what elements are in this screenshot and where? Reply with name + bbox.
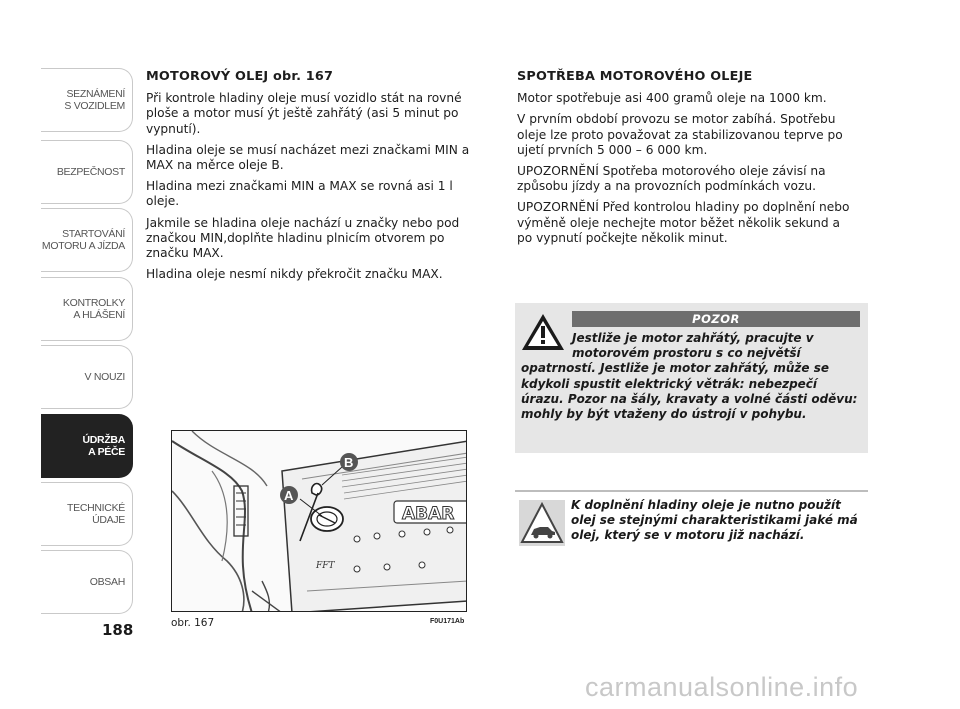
tab-getting-to-know[interactable]: SEZNÁMENÍ S VOZIDLEM xyxy=(41,68,133,132)
warning-box xyxy=(515,303,868,453)
paragraph: Hladina mezi značkami MIN a MAX se rovná asi 1 l oleje. xyxy=(146,179,453,209)
figure-caption: obr. 167 xyxy=(171,617,215,629)
section-heading-oil-consumption: SPOTŘEBA MOTOROVÉHO OLEJE xyxy=(517,69,753,84)
paragraph: Jakmile se hladina oleje nachází u značky nebo pod značkou MIN,doplňte hladinu plnicím otvorem po značku MAX. xyxy=(146,215,460,261)
paragraph: Hladina oleje nesmí nikdy překročit značku MAX. xyxy=(146,267,443,282)
engine-bay-drawing xyxy=(172,431,467,612)
divider xyxy=(515,490,868,492)
warning-text-rest: opatrností. Jestliže je motor zahřátý, může se kdykoli spustit elektrický větrák: nebezpečí úrazu. Pozor na šály, kravaty a volné části oděvu: mohly by být vtaženy do ústrojí v pohybu. xyxy=(521,361,858,422)
note-text: K doplnění hladiny oleje je nutno použít olej se stejnými charakteristikami jaké má olej, který se v motoru již nachází. xyxy=(571,498,858,543)
label-a: A xyxy=(284,488,294,503)
paragraph: UPOZORNĚNÍ Spotřeba motorového oleje závisí na způsobu jízdy a na provozních podmínkách vozu. xyxy=(517,164,826,194)
tab-maintenance-care[interactable]: ÚDRŽBA A PÉČE xyxy=(41,414,133,478)
tab-safety[interactable]: BEZPEČNOST xyxy=(41,140,133,204)
section-heading-engine-oil: MOTOROVÝ OLEJ obr. 167 xyxy=(146,69,334,84)
warning-title: POZOR xyxy=(572,311,860,327)
tab-starting-driving[interactable]: STARTOVÁNÍ MOTORU A JÍZDA xyxy=(41,208,133,272)
environment-car-icon xyxy=(519,500,565,546)
paragraph: Motor spotřebuje asi 400 gramů oleje na 1000 km. xyxy=(517,91,827,106)
engine-illustration xyxy=(171,430,467,612)
paragraph: Hladina oleje se musí nacházet mezi značkami MIN a MAX na měrce oleje B. xyxy=(146,142,470,173)
tab-contents[interactable]: OBSAH xyxy=(41,550,133,614)
oil-level-section xyxy=(146,69,476,288)
paragraph: Při kontrole hladiny oleje musí vozidlo stát na rovné ploše a motor musí ýt ještě zahřátý (asi 5 minut po vypnutí). xyxy=(146,91,462,136)
watermark: carmanualsonline.info xyxy=(585,672,859,702)
page-number: 188 xyxy=(102,621,134,639)
oil-consumption-section xyxy=(517,69,857,252)
paragraph: UPOZORNĚNÍ Před kontrolou hladiny po doplnění nebo výměně oleje nechejte motor běžet několik sekund a po vypnutí počkejte několik minut. xyxy=(517,200,850,245)
paragraph: V prvním období provozu se motor zabíhá. Spotřebu oleje lze proto považovat za stabilizovanou teprve po ujetí prvních 5 000 – 6 000 km. xyxy=(517,112,843,157)
label-b: B xyxy=(344,455,354,470)
warning-text-first: Jestliže je motor zahřátý, pracujte v motorovém prostoru s co největší xyxy=(572,331,814,361)
warning-text xyxy=(521,331,861,422)
environment-note xyxy=(515,490,868,558)
figure-code: F0U171Ab xyxy=(430,618,465,625)
tab-technical-data[interactable]: TECHNICKÉ ÚDAJE xyxy=(41,482,133,546)
tab-warning-lights[interactable]: KONTROLKY A HLÁŠENÍ xyxy=(41,277,133,341)
fire-script-text: FFT xyxy=(316,561,335,571)
tab-emergency[interactable]: V NOUZI xyxy=(41,345,133,409)
engine-badge-text: ABAR xyxy=(402,504,455,524)
